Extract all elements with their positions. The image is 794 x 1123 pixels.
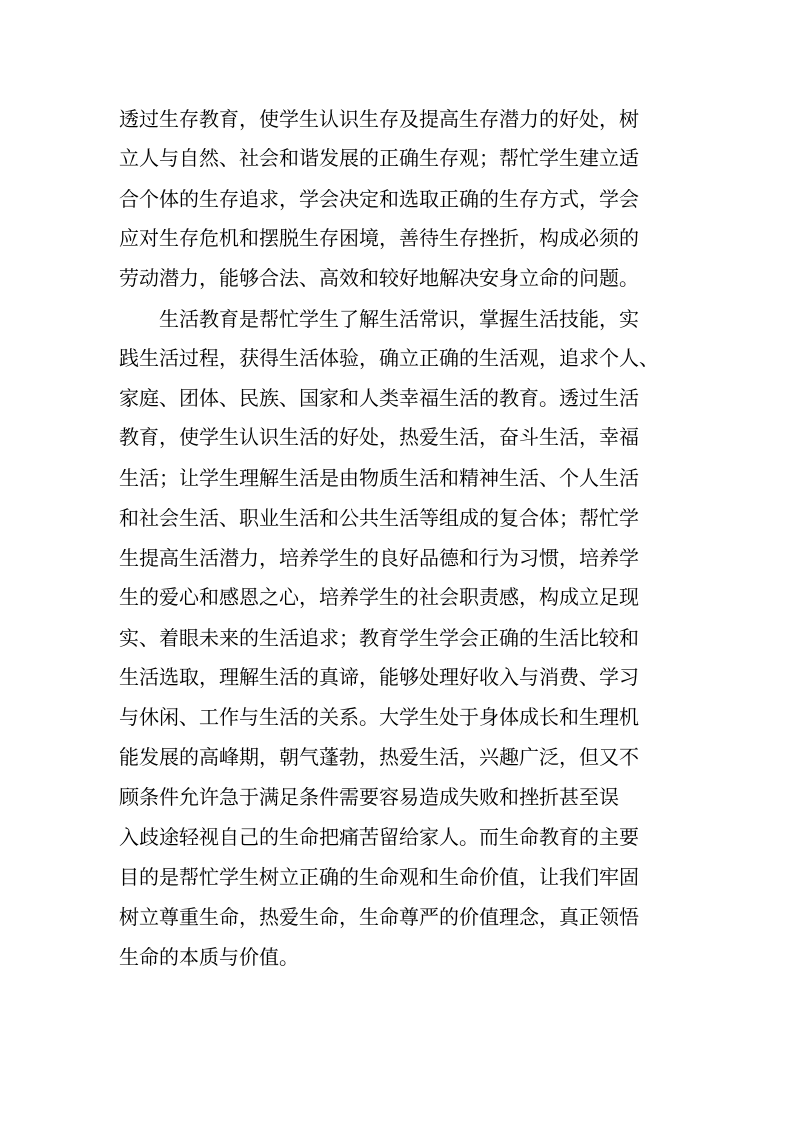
text-line: 入歧途轻视自己的生命把痛苦留给家人。而生命教育的主要 <box>119 825 639 849</box>
text-line: 透过生存教育，使学生认识生存及提高生存潜力的好处，树 <box>119 107 639 131</box>
text-line: 生提高生活潜力，培养学生的良好品德和行为习惯，培养学 <box>119 546 639 570</box>
text-line: 生的爱心和感恩之心，培养学生的社会职责感，构成立足现 <box>119 585 639 609</box>
text-line: 能发展的高峰期，朝气蓬勃，热爱生活，兴趣广泛，但又不 <box>119 745 639 769</box>
text-line: 合个体的生存追求，学会决定和选取正确的生存方式，学会 <box>119 187 639 211</box>
text-line: 生活；让学生理解生活是由物质生活和精神生活、个人生活 <box>119 466 639 490</box>
text-line: 教育，使学生认识生活的好处，热爱生活，奋斗生活，幸福 <box>119 425 639 449</box>
text-line: 树立尊重生命，热爱生命，生命尊严的价值理念，真正领悟 <box>119 905 639 929</box>
text-line: 和社会生活、职业生活和公共生活等组成的复合体；帮忙学 <box>119 506 639 530</box>
text-line: 实、着眼未来的生活追求；教育学生学会正确的生活比较和 <box>119 626 639 650</box>
text-line: 生活选取，理解生活的真谛，能够处理好收入与消费、学习 <box>119 665 639 689</box>
text-line: 应对生存危机和摆脱生存困境，善待生存挫折，构成必须的 <box>119 226 639 250</box>
text-line: 践生活过程，获得生活体验，确立正确的生活观，追求个人、 <box>119 346 659 370</box>
text-line: 生活教育是帮忙学生了解生活常识，掌握生活技能，实 <box>159 307 639 331</box>
text-line: 目的是帮忙学生树立正确的生命观和生命价值，让我们牢固 <box>119 865 639 889</box>
text-line: 立人与自然、社会和谐发展的正确生存观；帮忙学生建立适 <box>119 146 639 170</box>
text-line: 与休闲、工作与生活的关系。大学生处于身体成长和生理机 <box>119 705 639 729</box>
text-line: 生命的本质与价值。 <box>119 945 299 969</box>
text-line: 顾条件允许急于满足条件需要容易造成失败和挫折甚至误 <box>119 785 619 809</box>
text-line: 家庭、团体、民族、国家和人类幸福生活的教育。透过生活 <box>119 386 639 410</box>
text-line: 劳动潜力，能够合法、高效和较好地解决安身立命的问题。 <box>119 266 639 290</box>
